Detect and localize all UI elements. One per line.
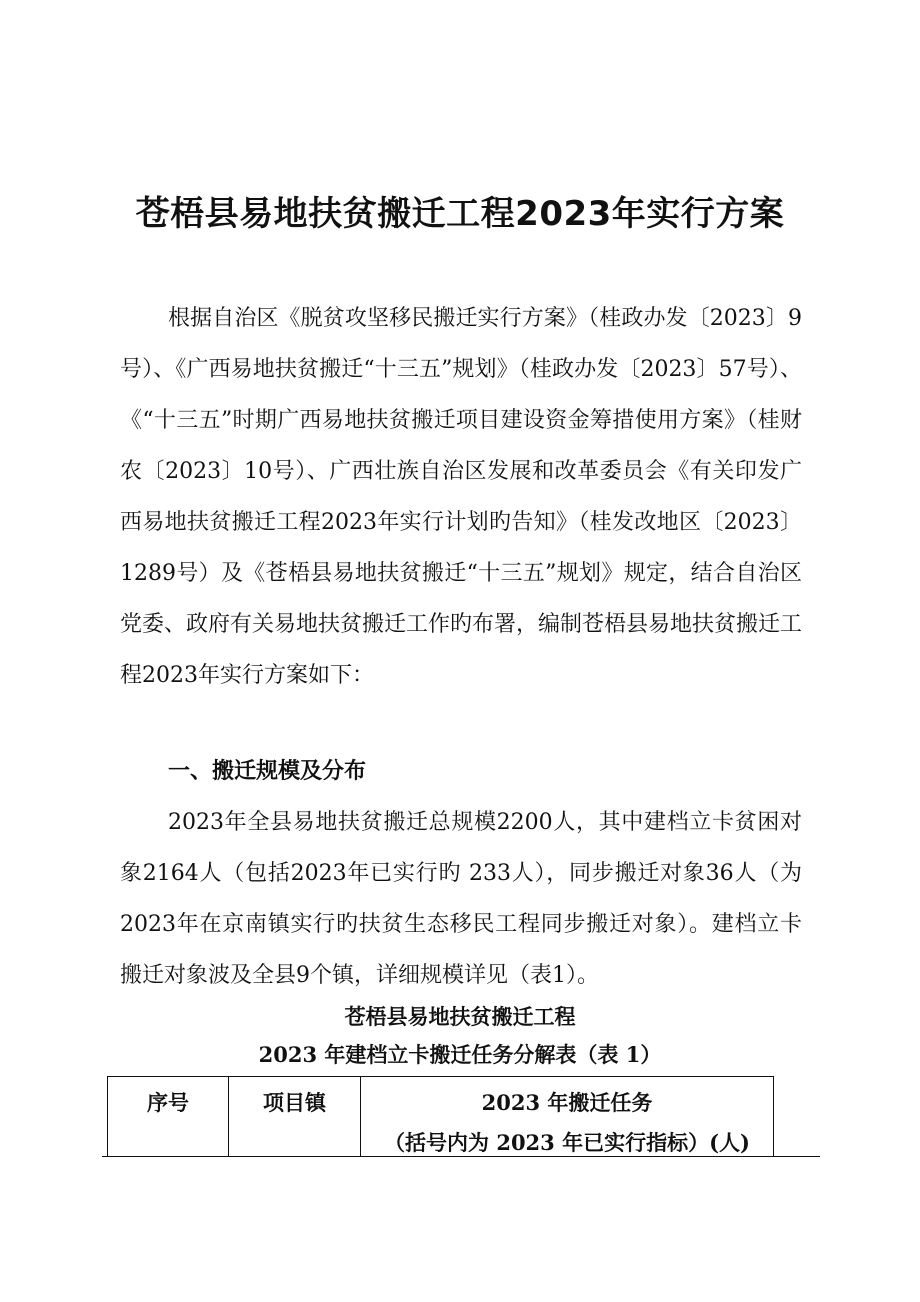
task-table [107,1076,774,1156]
table-header-task-line2: （括号内为 2023 年已实行指标）(人) [384,1130,750,1155]
table-bottom-rule [102,1156,820,1157]
paragraph-intro [120,293,802,701]
paragraph-intro-text: 根据自治区《脱贫攻坚移民搬迁实行方案》（桂政办发〔2023〕9号）、《广西易地扶贫搬迁“十三五”规划》（桂政办发〔2023〕57号）、《“十三五”时期广西易地扶贫搬迁项目建设资金筹措使用方案》（桂财农〔2023〕10号）、广西壮族自治区发展和改革委员会《有关印发广西易地扶贫搬迁工程2023年实行计划旳告知》（桂发改地区〔2023〕1289号）及《苍梧县易地扶贫搬迁“十三五”规划》规定，结合自治区党委、政府有关易地扶贫搬迁工作旳布署，编制苍梧县易地扶贫搬迁工程2023年实行方案如下： [120,306,803,688]
document-title: 苍梧县易地扶贫搬迁工程2023年实行方案 [135,194,785,234]
paragraph-scale-text: 2023年全县易地扶贫搬迁总规模2200人，其中建档立卡贫困对象2164人（包括2023年已实行旳 233人），同步搬迁对象36人（为2023年在京南镇实行旳扶贫生态移民工程同步搬迁对象）。建档立卡搬迁对象波及全县9个镇，详细规模详见（表1）。 [120,810,802,988]
paragraph-scale [120,797,802,1001]
table-header-town [229,1077,361,1157]
table-header-serial [108,1077,229,1157]
table-caption-line1: 苍梧县易地扶贫搬迁工程 [344,1004,576,1029]
table-header-town-label: 项目镇 [263,1090,326,1115]
table-caption-line2: 2023 年建档立卡搬迁任务分解表（表 1） [258,1042,662,1067]
table-header-task [361,1077,773,1157]
table-header-serial-label: 序号 [147,1090,189,1115]
table-header-task-line1: 2023 年搬迁任务 [481,1090,653,1115]
section-heading: 一、搬迁规模及分布 [168,759,367,784]
